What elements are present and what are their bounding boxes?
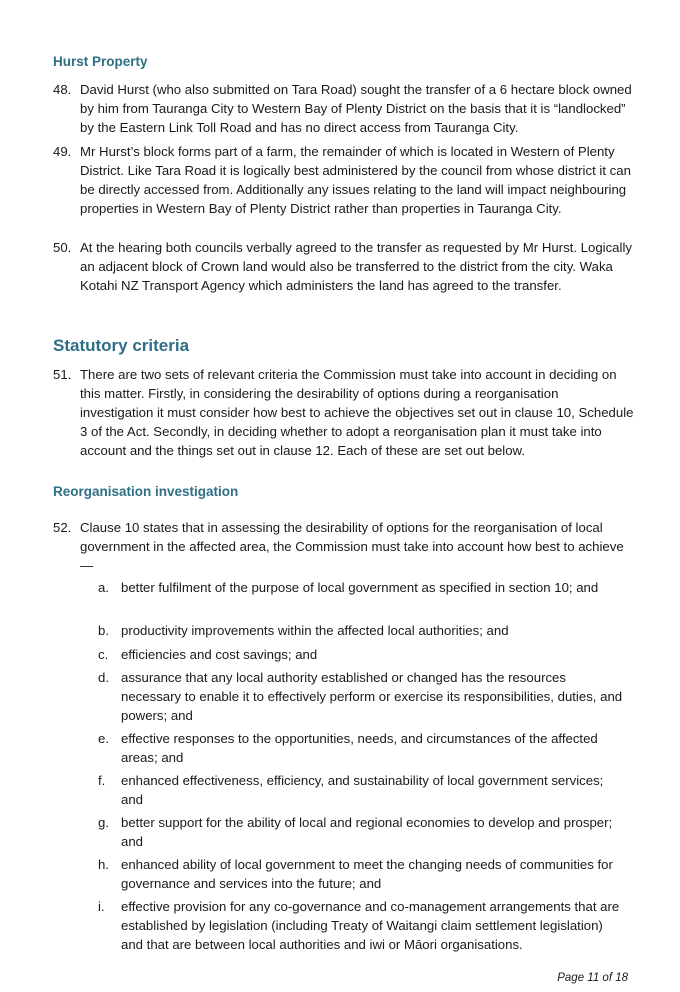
section-heading-hurst-property: Hurst Property (53, 54, 148, 69)
list-letter: f. (98, 773, 106, 788)
paragraph-text: There are two sets of relevant criteria the Commission must take into account in deciding on this matter. Firstly, in considering the desirability of options during a reorganisation investigation it must consider how best to achieve the objectives set out in clause 10, Schedule 3 of the Act. Secondly, in deciding whether to adopt a reorganisation plan it must take into account and the things set out in clause 12. Each of these are set out below. (80, 367, 634, 458)
list-text: enhanced ability of local government to meet the changing needs of communities for governance and services into the future; and (121, 857, 613, 891)
list-letter: h. (98, 857, 109, 872)
list-text: effective provision for any co-governance and co-management arrangements that are established by legislation (including Treaty of Waitangi claim settlement legislation) and that are between local authorities and iwi or Māori organisations. (121, 899, 620, 952)
list-letter: a. (98, 580, 109, 595)
paragraph-number: 52. (53, 520, 72, 535)
paragraph-text: Clause 10 states that in assessing the desirability of options for the reorganisation of local government in the affected area, the Commission must take into account how best to achieve— (80, 520, 624, 573)
list-letter: i. (98, 899, 105, 914)
list-text: enhanced effectiveness, efficiency, and sustainability of local government services; and (121, 773, 604, 807)
list-text: productivity improvements within the affected local authorities; and (121, 623, 509, 638)
page-number-footer: Page 11 of 18 (557, 972, 628, 984)
paragraph-number: 49. (53, 144, 72, 159)
list-letter: d. (98, 670, 109, 685)
list-letter: b. (98, 623, 109, 638)
paragraph-number: 50. (53, 240, 72, 255)
paragraph-number: 48. (53, 82, 72, 97)
paragraph-text: David Hurst (who also submitted on Tara Road) sought the transfer of a 6 hectare block owned by him from Tauranga City to Western Bay of Plenty District on the basis that it is “landlocked” by the Eastern Link Toll Road and has no direct access from Tauranga City. (80, 82, 632, 135)
list-letter: e. (98, 731, 109, 746)
section-heading-reorganisation-investigation: Reorganisation investigation (53, 484, 239, 499)
list-text: efficiencies and cost savings; and (121, 647, 318, 662)
paragraph-text: Mr Hurst’s block forms part of a farm, the remainder of which is located in Western of Plenty District. Like Tara Road it is logically best administered by the council from whose district it can be directly accessed from. Additionally any issues relating to the land will impact neighbouring properties in Western Bay of Plenty District rather than properties in Tauranga City. (80, 144, 631, 216)
section-heading-statutory-criteria: Statutory criteria (53, 336, 190, 355)
paragraph-number: 51. (53, 367, 72, 382)
list-text: better support for the ability of local and regional economies to develop and prosper; and (121, 815, 613, 849)
list-letter: g. (98, 815, 109, 830)
list-text: better fulfilment of the purpose of local government as specified in section 10; and (121, 580, 599, 595)
list-text: assurance that any local authority established or changed has the resources necessary to enable it to effectively perform or exercise its responsibilities, duties, and powers; and (121, 670, 623, 723)
list-text: effective responses to the opportunities, needs, and circumstances of the affected areas; and (121, 731, 598, 765)
list-letter: c. (98, 647, 109, 662)
paragraph-text: At the hearing both councils verbally agreed to the transfer as requested by Mr Hurst. Logically an adjacent block of Crown land would also be transferred to the district from the city. Waka Kotahi NZ Transport Agency which administers the land has agreed to the transfer. (80, 240, 632, 293)
